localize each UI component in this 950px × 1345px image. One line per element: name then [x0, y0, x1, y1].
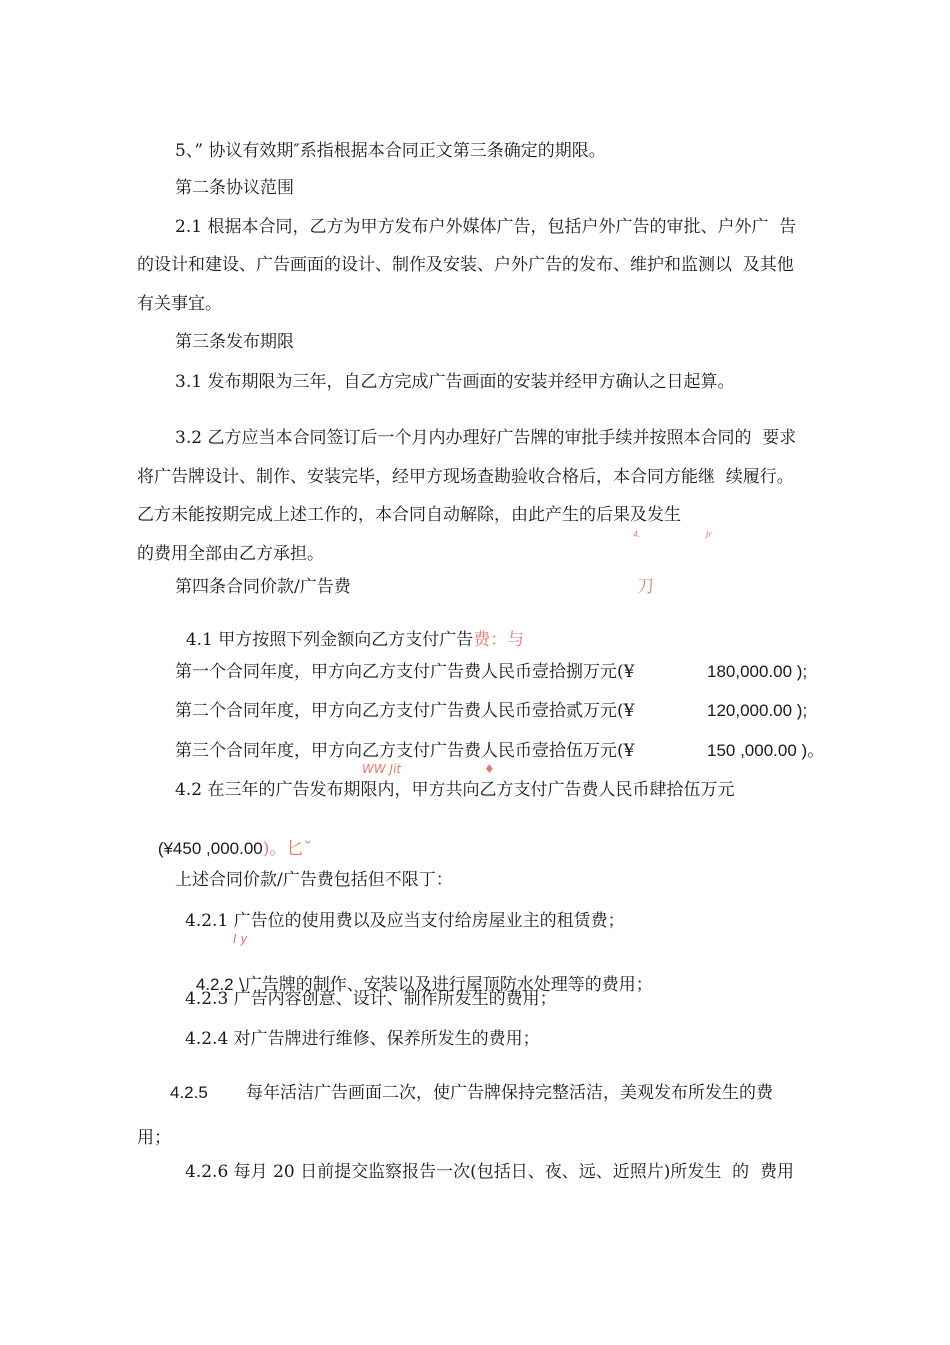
year-2-amount: 120,000.00 );	[707, 701, 808, 720]
para-3-2-line-1: 3.2 乙方应当本合同签订后一个月内办理好广告牌的审批手续并按照本合同的 要求	[175, 428, 797, 448]
total-amount-annotated: )。匕ˇ	[262, 839, 312, 859]
item-4-2-4: 4.2.4 对广告牌进行维修、保养所发生的费用；	[185, 1029, 540, 1049]
year-1-text: 第一个合同年度，甲方向乙方支付广告费人民币壹拾捌万元(¥	[175, 662, 635, 682]
year-1-amount: 180,000.00 );	[707, 662, 808, 681]
para-3-2-line-3: 乙方未能按期完成上述工作的，本合同自动解除，由此产生的后果及发生	[137, 505, 681, 525]
para-4-1	[175, 607, 524, 651]
para-3-2-line-4: 的费用全部由乙方承担。	[137, 544, 324, 564]
year-3-text: 第三个合同年度，甲方向乙方支付广告费人民币壹拾伍万元(¥	[175, 741, 635, 761]
year-2-text: 第二个合同年度，甲方向乙方支付广告费人民币壹拾贰万元(¥	[175, 701, 635, 721]
total-amount: (¥450 ,000.00	[157, 839, 263, 858]
item-4-2-6: 4.2.6 每月 20 日前提交监察报告一次(包括日、夜、远、近照片)所发生 的 费用	[185, 1162, 794, 1182]
annotation-diamond: ♦	[484, 762, 495, 776]
annotation-small-1: 4.	[633, 530, 641, 539]
para-2-1-line-3: 有关事宜。	[137, 294, 222, 314]
para-3-1: 3.1 发布期限为三年，自乙方完成广告画面的安装并经甲方确认之日起算。	[175, 372, 735, 392]
para-5-definition: 5、” 协议有效期″系指根据本合同正文第三条确定的期限。	[175, 141, 606, 161]
annotation-ww: WW Jit	[362, 762, 402, 776]
item-4-2-3: 4.2.3 广告内容创意、设计、制作所发生的费用；	[185, 989, 557, 1009]
para-2-1-line-2: 的设计和建设、广告画面的设计、制作及安装、户外广告的发布、维护和监测以 及其他	[137, 255, 794, 275]
para-3-2-line-2: 将广告牌设计、制作、安装完毕，经甲方现场查勘验收合格后，本合同方能继 续履行。	[137, 467, 794, 487]
para-2-1-line-1: 2.1 根据本合同，乙方为甲方发布户外媒体广告，包括户外广告的审批、户外广 告	[175, 217, 797, 237]
item-4-2-5-cont: 用；	[137, 1128, 171, 1148]
heading-article-4: 第四条合同价款/广告费	[175, 577, 351, 597]
para-4-2-line-1: 4.2 在三年的广告发布期限内，甲方共向乙方支付广告费人民币肆拾伍万元	[175, 780, 735, 800]
annotation-iy: I y	[233, 932, 248, 946]
annotation-small-2: Jr	[706, 530, 712, 539]
item-4-2-1: 4.2.1 广告位的使用费以及应当支付给房屋业主的租赁费；	[185, 911, 625, 931]
heading-article-2: 第二条协议范围	[175, 178, 294, 198]
item-4-2-2-number: 4.2.2	[195, 975, 234, 994]
item-4-2-5-number: 4.2.5	[170, 1083, 208, 1102]
para-scope-intro: 上述合同价款/广告费包括但不限丁：	[175, 870, 453, 890]
item-4-2-2-text: \广告牌的制作、安装以及进行屋顶防水处理等的费用；	[239, 975, 653, 995]
para-4-1-text: 4.1 甲方按照下列金额向乙方支付广告	[185, 630, 474, 650]
annotation-dao: 刀	[637, 577, 654, 597]
heading-article-3: 第三条发布期限	[175, 332, 294, 352]
item-4-2-5-text: 每年活洁广告画面二次，使广告牌保持完整活洁，美观发布所发生的费	[246, 1083, 773, 1103]
year-3-amount: 150 ,000.00 )。	[707, 741, 825, 760]
para-4-2-line-2	[147, 816, 312, 860]
para-4-1-annotated: 费：与	[473, 630, 525, 650]
